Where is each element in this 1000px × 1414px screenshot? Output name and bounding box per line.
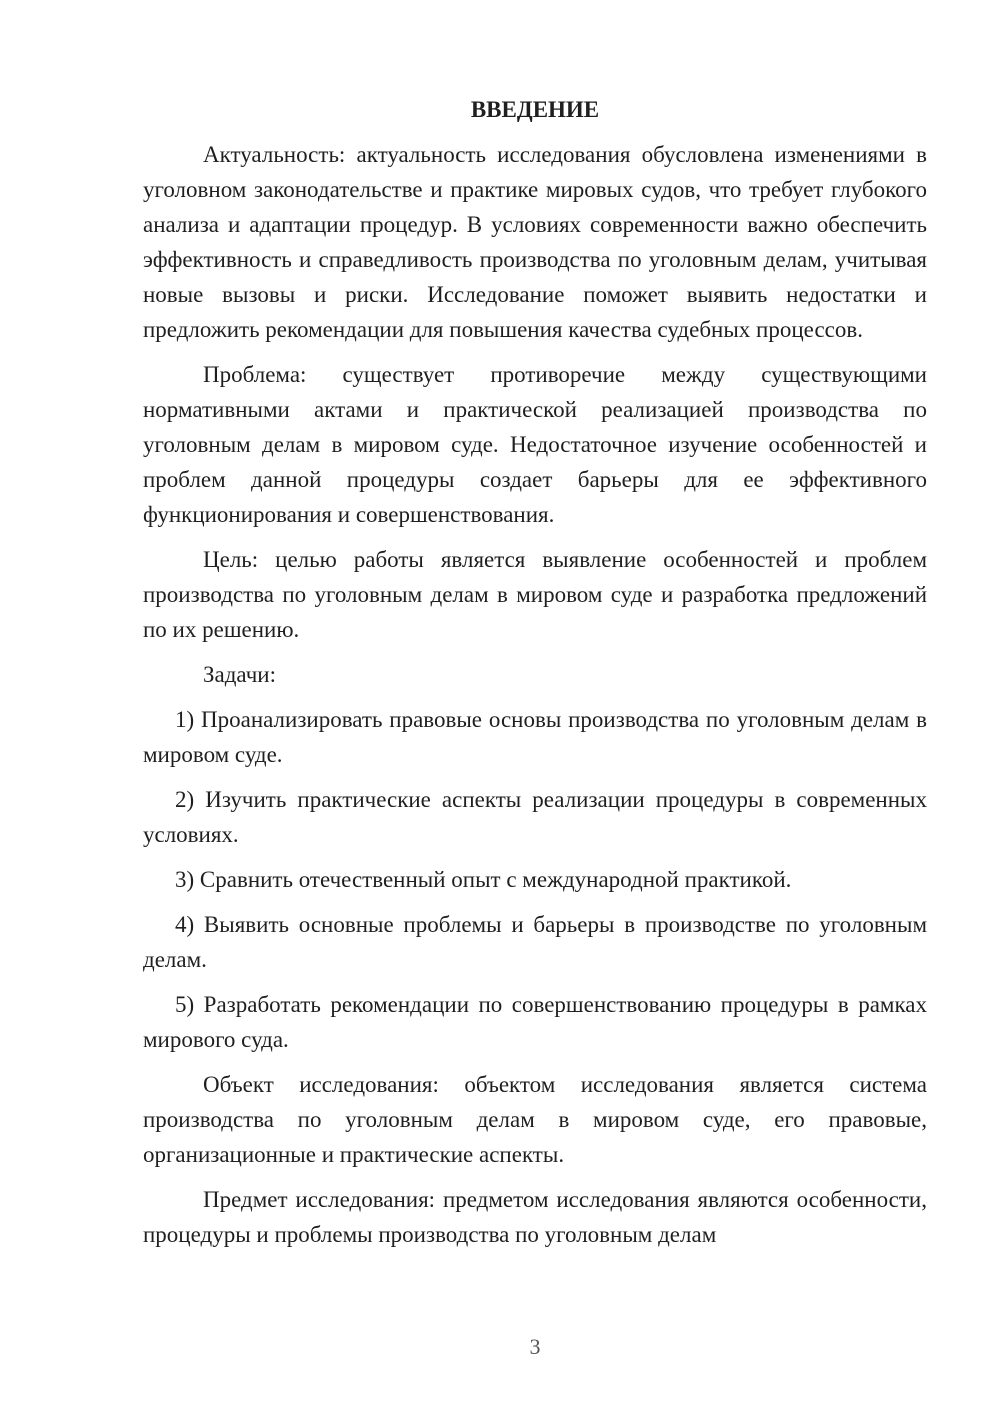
paragraph-problem: Проблема: существует противоречие между существующими нормативными актами и практической реализацией производства по уголовным делам в мировом суде. Недостаточное изучение особенностей и проблем данной процедуры создает барьеры для ее эффективного функционирования и совершенствования.	[143, 362, 927, 527]
paragraph-relevance: Актуальность: актуальность исследования обусловлена изменениями в уголовном законодательстве и практике мировых судов, что требует глубокого анализа и адаптации процедур. В условиях современности важно обеспечить эффективность и справедливость производства по уголовным делам, учитывая новые вызовы и риски. Исследование поможет выявить недостатки и предложить рекомендации для повышения качества судебных процессов.	[143, 142, 927, 342]
paragraph-subject: Предмет исследования: предметом исследования являются особенности, процедуры и проблемы производства по уголовным делам	[143, 1187, 927, 1247]
list-item: 4) Выявить основные проблемы и барьеры в производстве по уголовным делам.	[143, 912, 927, 972]
tasks-label: Задачи:	[203, 662, 276, 687]
paragraph-object: Объект исследования: объектом исследования является система производства по уголовным делам в мировом суде, его правовые, организационные и практические аспекты.	[143, 1072, 927, 1167]
page-body	[143, 92, 927, 1262]
list-item: 5) Разработать рекомендации по совершенствованию процедуры в рамках мирового суда.	[143, 992, 927, 1052]
page-number: 3	[529, 1334, 541, 1359]
section-heading: ВВЕДЕНИЕ	[470, 97, 600, 122]
paragraph-goal: Цель: целью работы является выявление особенностей и проблем производства по уголовным делам в мировом суде и разработка предложений по их решению.	[143, 547, 927, 642]
list-item: 2) Изучить практические аспекты реализации процедуры в современных условиях.	[143, 787, 927, 847]
list-item: 3) Сравнить отечественный опыт с международной практикой.	[175, 867, 792, 892]
list-item: 1) Проанализировать правовые основы производства по уголовным делам в мировом суде.	[143, 707, 927, 767]
